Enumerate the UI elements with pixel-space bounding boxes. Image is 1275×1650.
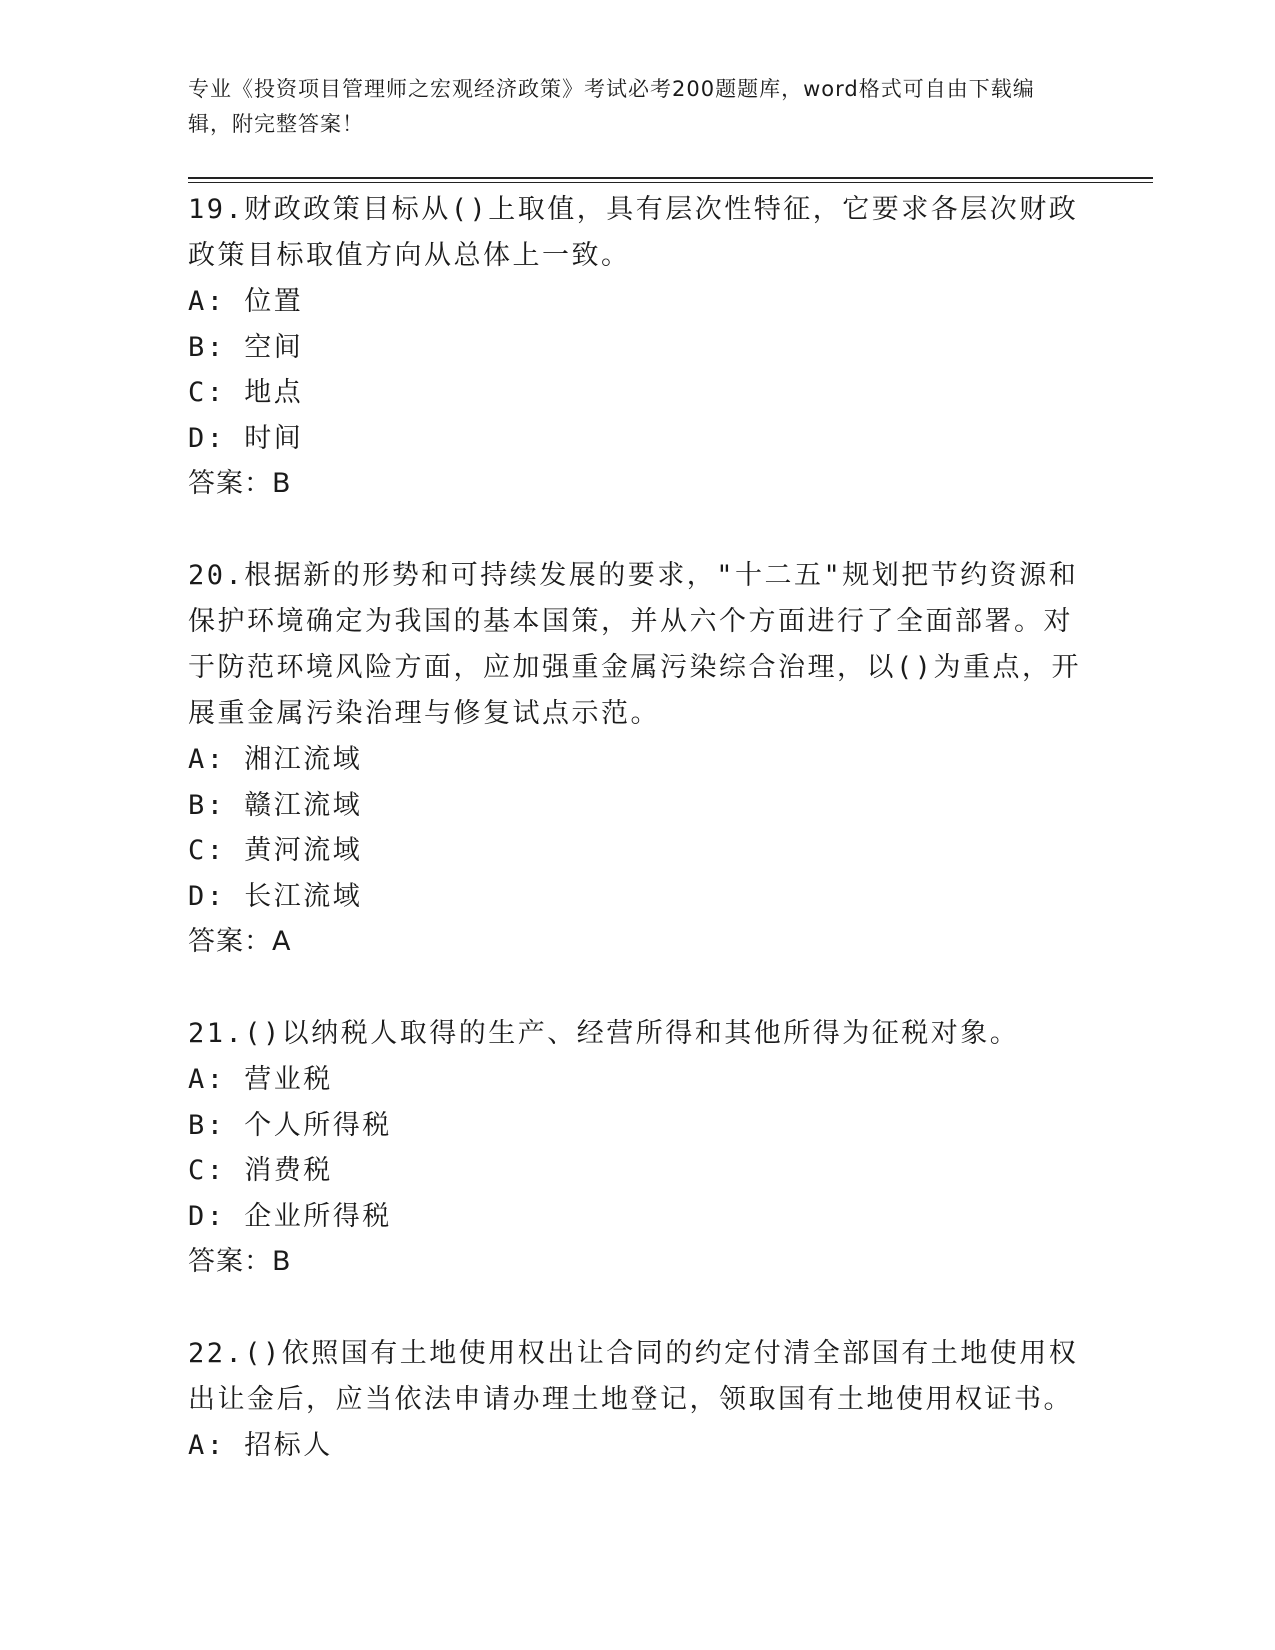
option-d: D: 长江流域 (188, 880, 363, 912)
option-c: C: 消费税 (188, 1155, 333, 1186)
answer: 答案：B (188, 1246, 292, 1277)
option-a: A: 营业税 (188, 1064, 333, 1095)
question-21 (188, 1011, 1088, 1284)
option-c: C: 地点 (188, 377, 304, 408)
option-a: A: 位置 (188, 286, 304, 317)
option-d: D: 企业所得税 (188, 1200, 392, 1232)
answer: 答案：B (188, 468, 292, 499)
document-header: 专业《投资项目管理师之宏观经济政策》考试必考200题题库，word格式可自由下载编辑，附完整答案！ (188, 77, 1035, 136)
option-b: B: 个人所得税 (188, 1109, 392, 1141)
question-stem: 22.()依照国有土地使用权出让合同的约定付清全部国有土地使用权出让金后，应当依法申请办理土地登记，领取国有土地使用权证书。 (188, 1338, 1079, 1415)
question-stem: 21.()以纳税人取得的生产、经营所得和其他所得为征税对象。 (188, 1018, 1020, 1049)
option-a: A: 招标人 (188, 1430, 333, 1461)
header-divider-thin (188, 182, 1153, 183)
question-stem: 20.根据新的形势和可持续发展的要求，"十二五"规划把节约资源和保护环境确定为我国的基本国策，并从六个方面进行了全面部署。对于防范环境风险方面，应加强重金属污染综合治理，以()为重点，开展重金属污染治理与修复试点示范。 (188, 560, 1082, 729)
option-b: B: 赣江流域 (188, 789, 363, 821)
option-a: A: 湘江流域 (188, 744, 363, 775)
header-divider-thick (188, 177, 1153, 179)
question-19 (188, 187, 1088, 506)
question-list (188, 187, 1088, 1516)
question-22 (188, 1331, 1088, 1469)
question-20 (188, 553, 1088, 964)
option-d: D: 时间 (188, 422, 304, 454)
answer: 答案：A (188, 926, 292, 957)
option-b: B: 空间 (188, 331, 304, 363)
question-stem: 19.财政政策目标从()上取值，具有层次性特征，它要求各层次财政政策目标取值方向从总体上一致。 (188, 194, 1079, 271)
option-c: C: 黄河流域 (188, 835, 363, 866)
